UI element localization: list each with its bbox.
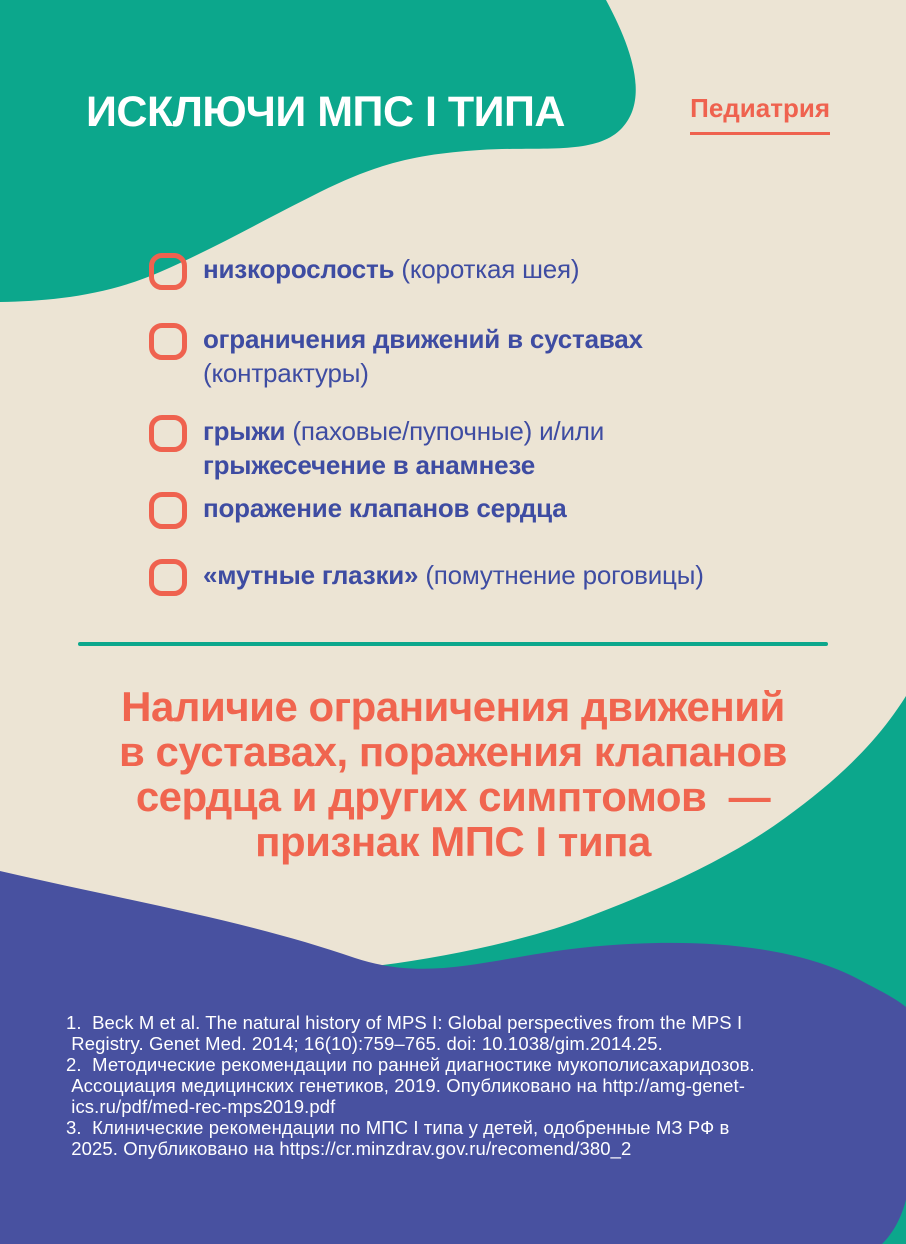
checkbox-icon[interactable] [149,559,187,596]
checkbox-icon[interactable] [149,253,187,290]
key-message-line: признак МПС I типа [255,818,651,865]
check-item-joint-restriction [149,322,643,390]
reference-line: Ассоциация медицинских генетиков, 2019. Опубликовано на http://amg-genet- [66,1075,746,1096]
checkbox-icon[interactable] [149,415,187,452]
reference-line: Registry. Genet Med. 2014; 16(10):759–765. doi: 10.1038/gim.2014.25. [66,1033,663,1054]
check-item-label: низкорослость (короткая шея) [203,254,580,284]
check-item-label: поражение клапанов сердца [203,493,567,523]
page-title: ИСКЛЮЧИ МПС I ТИПА [86,88,565,136]
check-item-short-stature [149,252,579,290]
divider-line [78,642,828,646]
check-item-hernias [149,414,604,482]
reference-line: 1. Beck M et al. The natural history of MPS I: Global perspectives from the MPS I [66,1012,743,1033]
key-message [0,684,906,864]
checkbox-icon[interactable] [149,492,187,529]
reference-line: 3. Клинические рекомендации по МПС I типа у детей, одобренные МЗ РФ в [66,1117,730,1138]
check-item-label: ограничения движений в суставах (контрактуры) [203,324,643,388]
check-item-heart-valves [149,491,567,529]
category-badge: Педиатрия [690,93,830,135]
reference-line: 2025. Опубликовано на https://cr.minzdrav.gov.ru/recomend/380_2 [66,1138,632,1159]
check-item-label: грыжи (паховые/пупочные) и/или грыжесечение в анамнезе [203,416,605,480]
reference-line: ics.ru/pdf/med-rec-mps2019.pdf [66,1096,336,1117]
checkbox-icon[interactable] [149,323,187,360]
check-item-label: «мутные глазки» (помутнение роговицы) [203,560,704,590]
references [66,1012,876,1159]
check-item-cloudy-cornea [149,558,704,596]
key-message-line: в суставах, поражения клапанов [119,728,787,775]
reference-line: 2. Методические рекомендации по ранней диагностике мукополисахаридозов. [66,1054,755,1075]
key-message-line: Наличие ограничения движений [121,683,785,730]
key-message-line: сердца и других симптомов — [135,773,771,820]
